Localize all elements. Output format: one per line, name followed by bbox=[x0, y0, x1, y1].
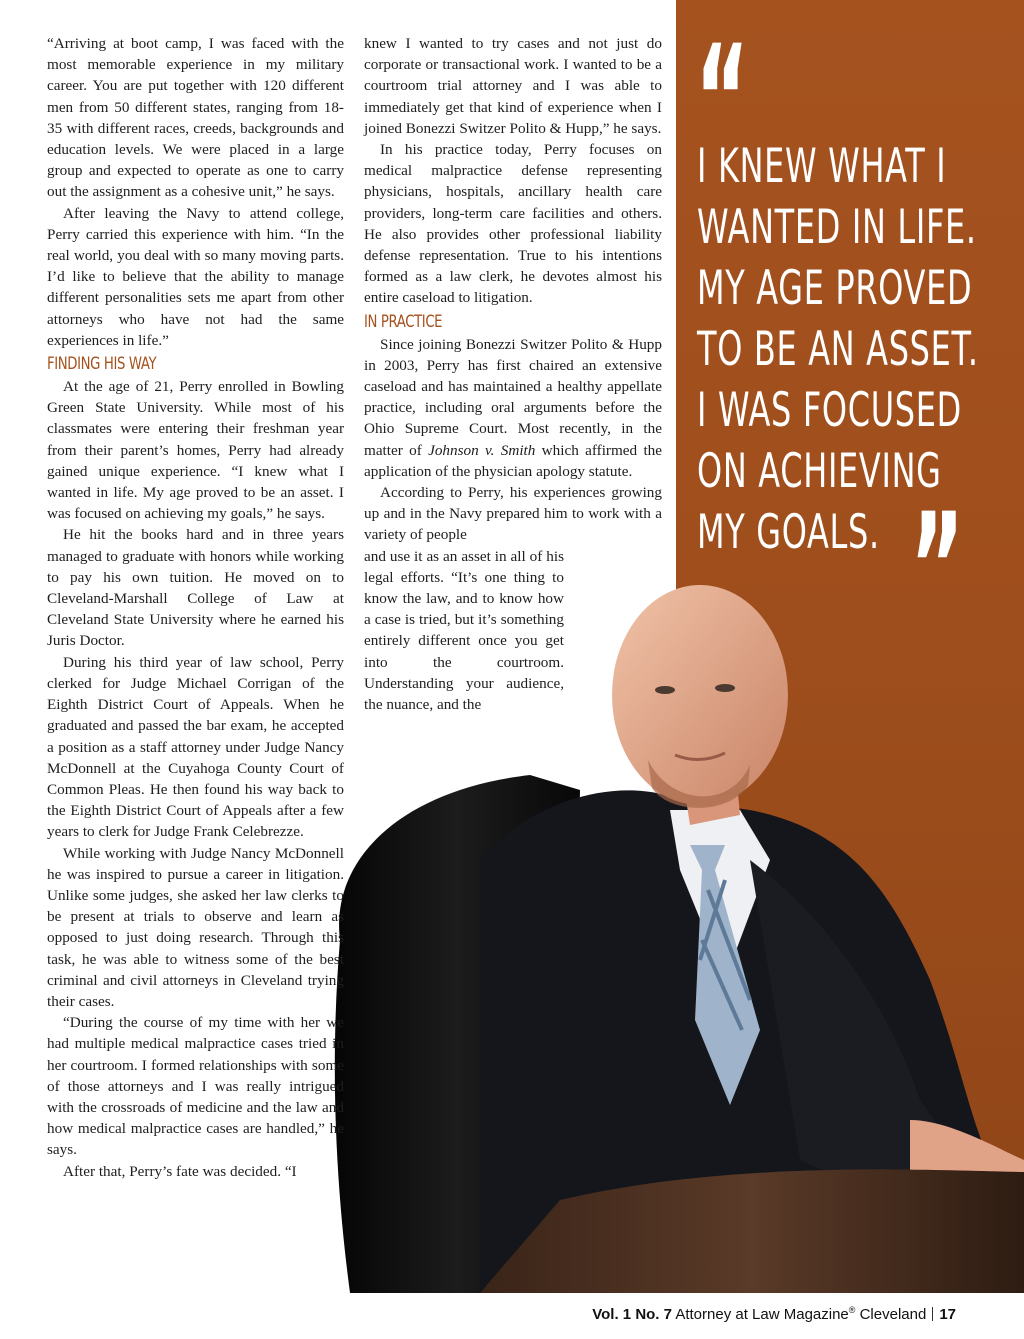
city-name: Cleveland bbox=[859, 1306, 927, 1323]
paragraph: knew I wanted to try cases and not just do corporate or transactional work. I wanted to be a courtroom trial attorney and I was able to immediately get that kind of experience when I joined Bonezzi Switzer Polito & Hupp,” he says. bbox=[364, 35, 662, 137]
pull-quote-line: TO BE AN ASSET. bbox=[697, 322, 979, 377]
section-heading: IN PRACTICE bbox=[364, 311, 443, 332]
paragraph: At the age of 21, Perry enrolled in Bowling Green State University. While most of his classmates were entering their freshman year from their parent’s homes, Perry had already gained unique experience. “I knew what I wanted in life. My age proved to be an asset. I was focused on achieving my goals,” he says. bbox=[47, 378, 344, 523]
article-column-1 bbox=[47, 33, 344, 1182]
paragraph: During his third year of law school, Perry clerked for Judge Michael Corrigan of the Eighth District Court of Appeals. When he graduated and passed the bar exam, he accepted a position as a staff attorney under Judge Nancy McDonnell at the Cuyahoga County Court of Common Pleas. He then found his way back to the Eighth District Court of Appeals after a few years to clerk for Judge Frank Celebrezze. bbox=[47, 653, 344, 841]
close-quote-mark: ” bbox=[910, 482, 965, 656]
pull-quote-line: ON ACHIEVING bbox=[697, 444, 942, 499]
paragraph: While working with Judge Nancy McDonnell he was inspired to pursue a career in litigation. Unlike some judges, she asked her law clerks to be present at trials to observe and learn as opposed to just doing research. Through this task, he was able to witness some of the best criminal and civil attorneys in Cleveland trying their cases. bbox=[47, 844, 344, 1010]
page-footer bbox=[592, 1305, 956, 1323]
paragraph: After leaving the Navy to attend college, Perry carried this experience with him. “In the real world, you deal with so many moving parts. I’d like to believe that the ability to manage different personalities sets me apart from other attorneys who have not had the same experiences in life.” bbox=[47, 204, 344, 349]
paragraph: In his practice today, Perry focuses on medical malpractice defense representing physicians, hospitals, ancillary health care providers, long-term care facilities and others. He also provides other professional liability defense representation. True to his intentions formed as a law clerk, he devotes almost his entire caseload to litigation. bbox=[364, 141, 662, 307]
issue-number: Vol. 1 No. 7 bbox=[592, 1306, 672, 1323]
open-quote-mark: “ bbox=[695, 14, 750, 188]
paragraph-text: which affirmed the application of the physician apology statute. bbox=[364, 441, 662, 480]
pull-quote-line: I KNEW WHAT I bbox=[697, 139, 947, 194]
page-number: 17 bbox=[939, 1306, 956, 1323]
pull-quote-line: MY AGE PROVED bbox=[697, 261, 973, 316]
paragraph-text: Since joining Bonezzi Switzer Polito & Hupp in 2003, Perry has first chaired an extensive caseload and has maintained a healthy appellate practice, including oral arguments before the Ohio Supreme Court. Most recently, in the matter of bbox=[364, 335, 662, 459]
case-name: Johnson v. Smith bbox=[428, 441, 536, 459]
pull-quote-line: MY GOALS. bbox=[697, 505, 880, 560]
pull-quote-line: I WAS FOCUSED bbox=[697, 383, 962, 438]
registered-mark: ® bbox=[848, 1305, 856, 1315]
paragraph: and use it as an asset in all of his legal efforts. “It’s one thing to know the law, and to know how a case is tried, but it’s something entirely different once you get into the courtroom. Understanding your audience, the nuance, and the bbox=[364, 547, 564, 714]
section-heading: FINDING HIS WAY bbox=[47, 354, 157, 375]
paragraph bbox=[364, 334, 662, 482]
paragraph: “During the course of my time with her we had multiple medical malpractice cases tried in her courtroom. I formed relationships with some of those attorneys and I was really intrigued with the crossroads of medicine and the law and how medical malpractice cases are handled,” he says. bbox=[47, 1014, 344, 1159]
pull-quote-line: WANTED IN LIFE. bbox=[697, 200, 977, 255]
footer-divider bbox=[932, 1307, 933, 1321]
paragraph: “Arriving at boot camp, I was faced with the most memorable experience in my military career. You are put together with 120 different men from 50 different states, ranging from 18-35 with different races, creeds, backgrounds and education levels. We were placed in a large group and expected to operate as one to carry out the assignment as a cohesive unit,” he says. bbox=[47, 35, 344, 201]
paragraph: After that, Perry’s fate was decided. “I bbox=[63, 1162, 297, 1180]
paragraph: He hit the books hard and in three years managed to graduate with honors while working to pay his own tuition. He moved on to Cleveland-Marshall College of Law at Cleveland State University where he earned his Juris Doctor. bbox=[47, 526, 344, 650]
paragraph: According to Perry, his experiences growing up and in the Navy prepared him to work with a variety of people bbox=[364, 484, 662, 544]
article-column-2 bbox=[364, 33, 662, 715]
magazine-name: Attorney at Law Magazine bbox=[675, 1306, 849, 1323]
